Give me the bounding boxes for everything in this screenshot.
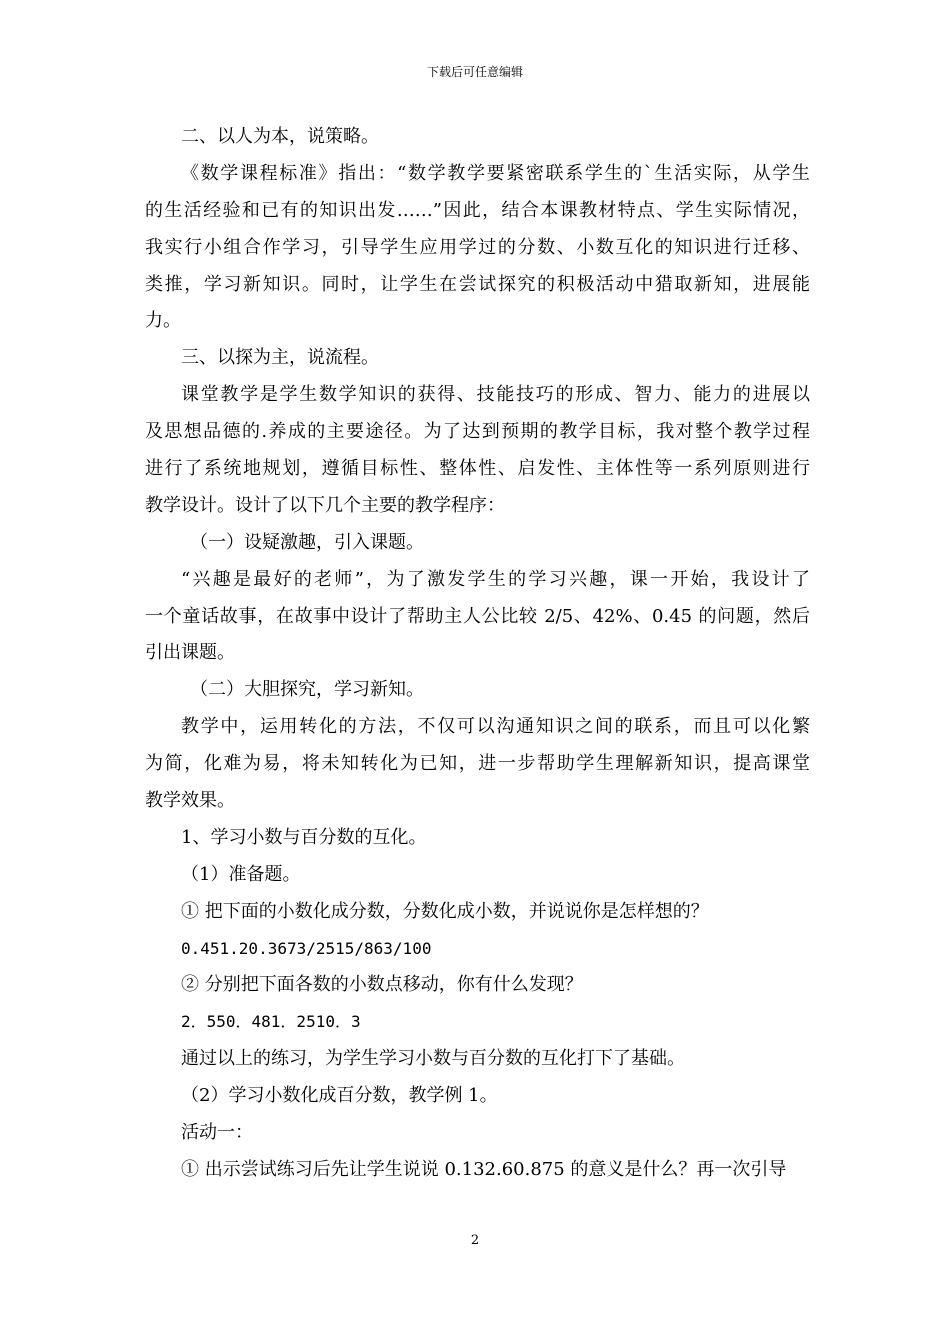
exercise-line: ① 出示尝试练习后先让学生说说 0.132.60.875 的意义是什么？再一次引导 bbox=[181, 1158, 787, 1180]
paragraph-line: 进行了系统地规划，遵循目标性、整体性、启发性、主体性等一系列原则进行 bbox=[145, 458, 810, 480]
paragraph-line: 教学设计。设计了以下几个主要的教学程序： bbox=[145, 494, 505, 516]
item-heading: 1、学习小数与百分数的互化。 bbox=[181, 826, 427, 848]
paragraph-line: 力。 bbox=[145, 310, 181, 332]
paragraph-line: 课堂教学是学生数学知识的获得、技能技巧的形成、智力、能力的进展以 bbox=[181, 384, 810, 406]
exercise-numbers: 0.451.20.3673/2515/863/100 bbox=[181, 938, 432, 958]
paragraph-line: 一个童话故事，在故事中设计了帮助主人公比较 2/5、42%、0.45 的问题，然后 bbox=[145, 605, 810, 627]
exercise-line: ① 把下面的小数化成分数，分数化成小数，并说说你是怎样想的？ bbox=[181, 900, 709, 922]
paragraph-line: 我实行小组合作学习，引导学生应用学过的分数、小数互化的知识进行迁移、 bbox=[145, 236, 810, 258]
paragraph-line: 的生活经验和已有的知识出发……”因此，结合本课教材特点、学生实际情况， bbox=[145, 199, 810, 221]
paragraph-line: 《数学课程标准》指出：“数学教学要紧密联系学生的`生活实际，从学生 bbox=[181, 162, 810, 184]
document-body bbox=[145, 119, 810, 1189]
paragraph-line: 教学中，运用转化的方法，不仅可以沟通知识之间的联系，而且可以化繁 bbox=[181, 716, 810, 738]
section-heading: 二、以人为本，说策略。 bbox=[181, 126, 379, 147]
paragraph-line: 类推，学习新知识。同时，让学生在尝试探究的积极活动中猎取新知，进展能 bbox=[145, 273, 810, 295]
subsection-heading: （一）设疑激趣，引入课题。 bbox=[190, 531, 424, 553]
paragraph-line: 为简，化难为易，将未知转化为已知，进一步帮助学生理解新知识，提高课堂 bbox=[145, 753, 810, 775]
activity-label: 活动一： bbox=[181, 1122, 253, 1144]
paragraph-line: 教学效果。 bbox=[145, 790, 235, 812]
exercise-line: ② 分别把下面各数的小数点移动，你有什么发现？ bbox=[181, 974, 583, 996]
paragraph-line: “兴趣是最好的老师”，为了激发学生的学习兴趣，课一开始，我设计了 bbox=[181, 568, 810, 590]
page-header: 下载后可任意编辑 bbox=[426, 65, 523, 79]
exercise-numbers: 2．550．481．2510．3 bbox=[181, 1012, 361, 1032]
page-number: 2 bbox=[470, 1233, 480, 1248]
item-heading: （2）学习小数化成百分数，教学例 1。 bbox=[181, 1085, 498, 1107]
paragraph-line: 通过以上的练习，为学生学习小数与百分数的互化打下了基础。 bbox=[181, 1048, 685, 1070]
subsection-heading: （二）大胆探究，学习新知。 bbox=[190, 679, 424, 701]
paragraph-line: 引出课题。 bbox=[145, 642, 235, 664]
item-heading: （1）准备题。 bbox=[181, 863, 301, 885]
section-heading: 三、以探为主，说流程。 bbox=[181, 347, 379, 369]
paragraph-line: 及思想品德的.养成的主要途径。为了达到预期的教学目标，我对整个教学过程 bbox=[145, 421, 810, 443]
